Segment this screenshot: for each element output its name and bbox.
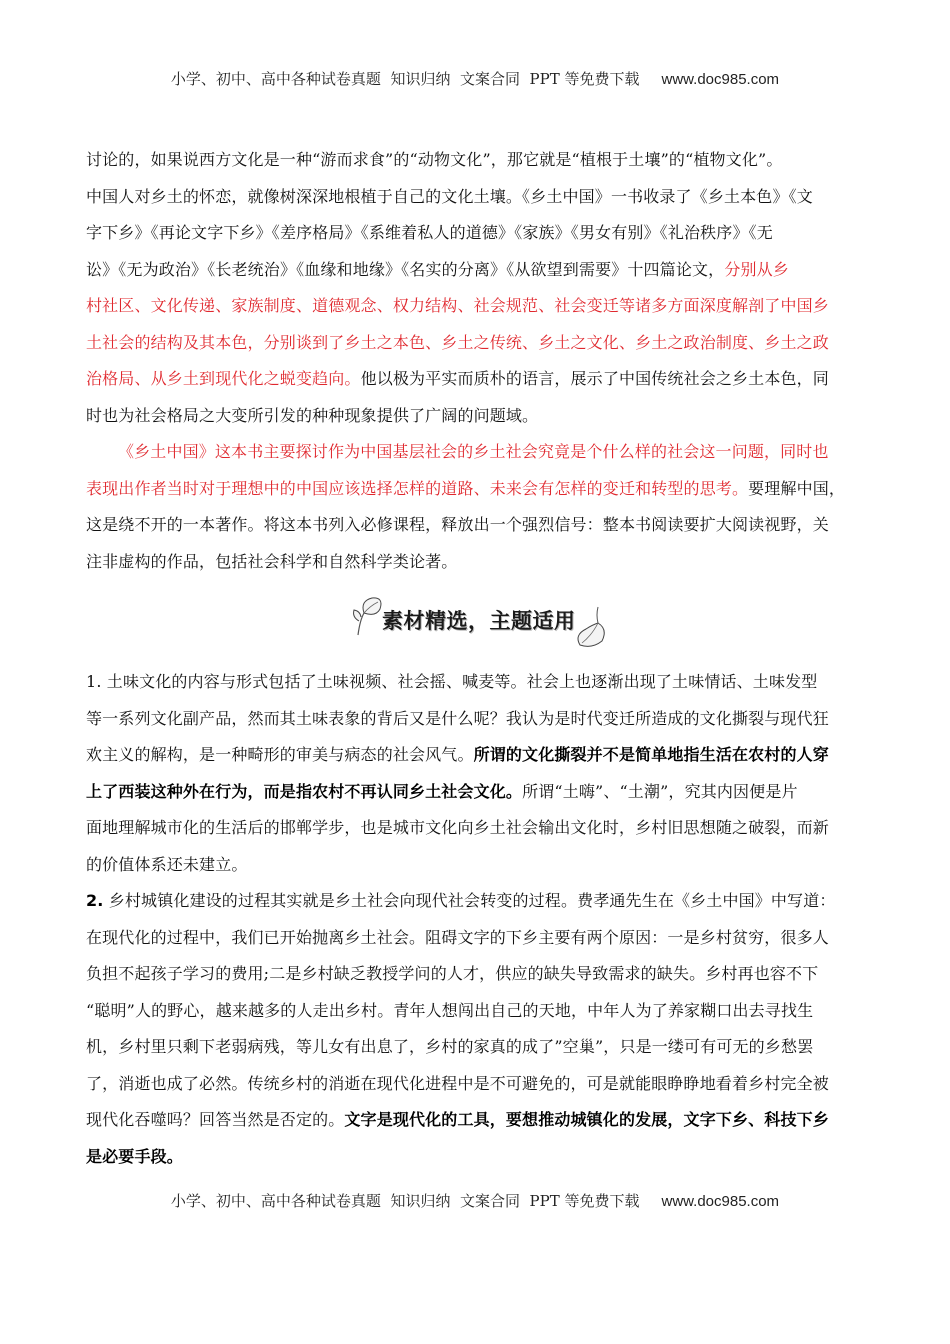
- body-text: 的价值体系还未建立。: [86, 854, 248, 874]
- text-line: [86, 434, 872, 471]
- header-text: 小学、初中、高中各种试卷真题 知识归纳 文案合同 PPT 等免费下载: [170, 70, 640, 88]
- body-text: 乡村城镇化建设的过程其实就是乡土社会向现代社会转变的过程。费孝通先生在《乡土中国》中写道：: [103, 891, 836, 910]
- body-text: 要理解中国，: [748, 478, 846, 498]
- body-text: 机，乡村里只剩下老弱病残，等儿女有出息了，乡村的家真的成了”空巢”，只是一缕可有可无的乡愁罢: [86, 1037, 814, 1056]
- highlighted-text: 《乡土中国》这本书主要探讨作为中国基层社会的乡土社会究竟是个什么样的社会这一问题，同时也: [118, 442, 829, 461]
- text-line: [86, 993, 872, 1030]
- text-line: [86, 1139, 872, 1176]
- text-line: [86, 701, 872, 738]
- text-line: [86, 956, 872, 993]
- highlighted-text: 村社区、文化传递、家族制度、道德观念、权力结构、社会规范、社会变迁等诸多方面深度解剖了中国乡: [86, 296, 829, 315]
- bold-text: 是必要手段。: [86, 1146, 183, 1166]
- text-line: [86, 215, 872, 252]
- page-footer: [0, 1190, 950, 1211]
- body-text: 在现代化的过程中，我们已开始抛离乡土社会。阻碍文字的下乡主要有两个原因：一是乡村贫穷，很多人: [86, 927, 829, 947]
- page-header: [0, 68, 950, 89]
- text-line: [86, 737, 872, 774]
- intro-paragraph-2: [86, 434, 872, 580]
- footer-url[interactable]: www.doc985.com: [661, 1193, 780, 1210]
- text-line: [86, 544, 872, 581]
- material-item-2: [86, 883, 872, 1175]
- body-text: 这是绕不开的一本著作。将这本书列入必修课程，释放出一个强烈信号：整本书阅读要扩大阅读视野，关: [86, 515, 829, 534]
- text-line: [86, 1066, 872, 1103]
- text-line: [86, 179, 872, 216]
- text-line: [86, 883, 872, 920]
- highlighted-text: 治格局、从乡土到现代化之蜕变趋向。: [86, 369, 361, 388]
- text-line: [86, 920, 872, 957]
- body-text: 讼》《无为政治》《长老统治》《血缘和地缘》《名实的分离》《从欲望到需要》十四篇论文，: [86, 259, 725, 279]
- text-line: [86, 288, 872, 325]
- body-text: 所谓“土嗨”、“土潮”，究其内因便是片: [522, 781, 798, 801]
- text-line: [86, 774, 872, 811]
- text-line: [86, 810, 872, 847]
- text-line: [86, 1102, 872, 1139]
- body-text: 现代化吞噬吗？回答当然是否定的。: [86, 1110, 345, 1129]
- materials-section: [86, 664, 872, 1175]
- intro-section: [86, 142, 872, 580]
- text-line: [86, 142, 872, 179]
- body-text: 欢主义的解构，是一种畸形的审美与病态的社会风气。: [86, 745, 474, 764]
- text-line: [86, 471, 872, 508]
- body-text: 中国人对乡土的怀恋，就像树深深地根植于自己的文化土壤。《乡土中国》一书收录了《乡土本色》《文: [86, 186, 813, 206]
- body-text: 负担不起孩子学习的费用;二是乡村缺乏教授学问的人才，供应的缺失导致需求的缺失。乡村再也容不下: [86, 964, 819, 983]
- section-title-banner: [350, 595, 610, 655]
- bold-text: 所谓的文化撕裂并不是简单地指生活在农村的人穿: [473, 745, 829, 764]
- text-line: [86, 847, 872, 884]
- text-line: [86, 252, 872, 289]
- bold-text: 2.: [86, 891, 104, 910]
- text-line: [86, 398, 872, 435]
- body-text: 讨论的，如果说西方文化是一种“游而求食”的“动物文化”，那它就是“植根于土壤”的“植物文化”。: [86, 150, 783, 169]
- bold-text: 文字是现代化的工具，要想推动城镇化的发展，文字下乡、科技下乡: [344, 1110, 829, 1129]
- text-line: [86, 325, 872, 362]
- leaf-icon: [572, 605, 610, 653]
- material-item-1: [86, 664, 872, 883]
- header-url[interactable]: www.doc985.com: [661, 71, 780, 88]
- bold-text: 上了西装这种外在行为，而是指农村不再认同乡土社会文化。: [86, 781, 523, 801]
- body-text: 1. 土味文化的内容与形式包括了土味视频、社会摇、喊麦等。社会上也逐渐出现了土味情话、土味发型: [86, 672, 818, 691]
- body-text: 了，消逝也成了必然。传统乡村的消逝在现代化进程中是不可避免的，可是就能眼睁睁地看着乡村完全被: [86, 1073, 829, 1093]
- text-line: [86, 507, 872, 544]
- section-title-text: 素材精选，主题适用: [382, 609, 576, 633]
- body-text: 他以极为平实而质朴的语言，展示了中国传统社会之乡土本色，同: [360, 369, 829, 388]
- body-text: 字下乡》《再论文字下乡》《差序格局》《系维着私人的道德》《家族》《男女有别》《礼治秩序》《无: [86, 223, 773, 242]
- body-text: 等一系列文化副产品，然而其土味表象的背后又是什么呢？我认为是时代变迁所造成的文化撕裂与现代狂: [86, 708, 829, 728]
- footer-text: 小学、初中、高中各种试卷真题 知识归纳 文案合同 PPT 等免费下载: [170, 1192, 640, 1210]
- text-line: [86, 361, 872, 398]
- highlighted-text: 土社会的结构及其本色，分别谈到了乡土之本色、乡土之传统、乡土之文化、乡土之政治制度、乡土之政: [86, 332, 829, 352]
- body-text: 面地理解城市化的生活后的邯郸学步，也是城市文化向乡土社会输出文化时，乡村旧思想随之破裂，而新: [86, 818, 829, 837]
- body-text: 时也为社会格局之大变所引发的种种现象提供了广阔的问题域。: [86, 405, 539, 425]
- intro-paragraph-1: [86, 142, 872, 434]
- body-text: “聪明”人的野心，越来越多的人走出乡村。青年人想闯出自己的天地，中年人为了养家糊口出去寻找生: [86, 1000, 814, 1020]
- text-line: [86, 664, 872, 701]
- highlighted-text: 分别从乡: [724, 259, 789, 279]
- body-text: 注非虚构的作品，包括社会科学和自然科学类论著。: [86, 551, 458, 571]
- text-line: [86, 1029, 872, 1066]
- highlighted-text: 表现出作者当时对于理想中的中国应该选择怎样的道路、未来会有怎样的变迁和转型的思考。: [86, 478, 749, 498]
